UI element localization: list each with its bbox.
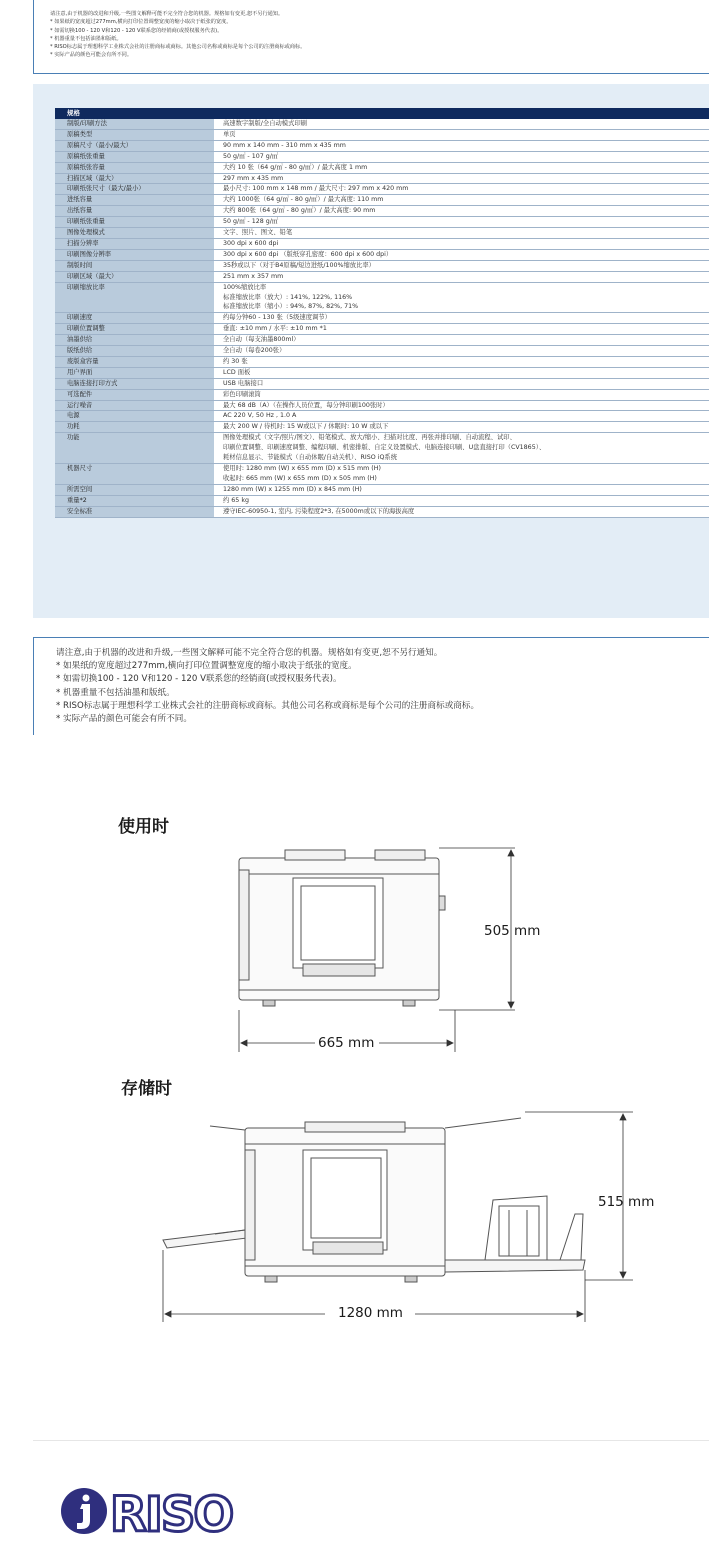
spec-label: 安全标准 bbox=[55, 507, 215, 517]
spec-value bbox=[215, 239, 709, 249]
notice-big-line: * 实际产品的颜色可能会有所不同。 bbox=[56, 714, 192, 725]
spec-row bbox=[55, 163, 709, 174]
spec-value-line: 297 mm x 435 mm bbox=[223, 174, 284, 182]
spec-value-line: 文字、照片、图文、铅笔 bbox=[223, 229, 293, 237]
spec-value bbox=[215, 163, 709, 173]
machine-in-use-drawing bbox=[225, 840, 545, 1060]
spec-label: 原稿纸张容量 bbox=[55, 163, 215, 173]
spec-row bbox=[55, 485, 709, 496]
notice-big-line: 请注意,由于机器的改进和升级,一些图文解释可能不完全符合您的机器。规格如有变更,恕不另行通知。 bbox=[56, 648, 443, 658]
spec-value-line: 标准缩放比率（放大）: 141%, 122%, 116% bbox=[223, 293, 353, 301]
spec-value-line: LCD 面板 bbox=[223, 368, 251, 376]
spec-row bbox=[55, 141, 709, 152]
spec-row bbox=[55, 411, 709, 422]
spec-row bbox=[55, 283, 709, 314]
spec-value bbox=[215, 496, 709, 506]
spec-value-line: 约每分钟60 - 130 张（5级速度调节） bbox=[223, 314, 331, 322]
spec-value bbox=[215, 272, 709, 282]
spec-value-line: 使用时: 1280 mm (W) x 655 mm (D) x 515 mm (H) bbox=[223, 465, 381, 472]
spec-value bbox=[215, 485, 709, 495]
spec-label: 功耗 bbox=[55, 422, 215, 432]
spec-row bbox=[55, 217, 709, 228]
spec-label: 出纸容量 bbox=[55, 206, 215, 216]
spec-value-line: 最大 200 W / 待机时: 15 W或以下 / 休眠时: 10 W 或以下 bbox=[223, 423, 389, 431]
spec-value bbox=[215, 250, 709, 260]
spec-label: 原稿纸张重量 bbox=[55, 152, 215, 162]
spec-value bbox=[215, 401, 709, 411]
spec-value-line: AC 220 V, 50 Hz , 1.0 A bbox=[223, 412, 297, 420]
spec-value bbox=[215, 228, 709, 238]
spec-value bbox=[215, 324, 709, 334]
spec-header: 规格 bbox=[55, 108, 709, 119]
spec-value-line: 251 mm x 357 mm bbox=[223, 272, 284, 280]
notice-small-line: 请注意,由于机器的改进和升级,一些图文解释可能不完全符合您的机器。规格如有变更,恕不另行通知。 bbox=[50, 11, 284, 17]
spec-value-line: 图像处理模式（文字/照片/图文）、铅笔模式、放大/缩小、扫描对比度、再张并排印刷、自动流程、试印、 bbox=[223, 434, 516, 442]
diagram-in-use-title: 使用时 bbox=[118, 817, 169, 837]
spec-value-line: 印刷位置调整、印刷速度调整、编程印刷、机密排版、自定义设置模式、电脑连接印刷、U盘直接打印（CV1865）、 bbox=[223, 444, 546, 452]
spec-value bbox=[215, 184, 709, 194]
notice-big-line: * 如果纸的宽度超过277mm,横向打印位置调整宽度的缩小取决于纸张的宽度。 bbox=[56, 661, 357, 672]
spec-value-line: 90 mm x 140 mm - 310 mm x 435 mm bbox=[223, 141, 346, 149]
spec-value-line: 耗材信息显示、节能模式（自动休眠/自动关机）、RISO iQ系统 bbox=[223, 454, 397, 462]
spec-label: 重量*2 bbox=[55, 496, 215, 506]
spec-label: 电源 bbox=[55, 411, 215, 421]
spec-label: 运行噪音 bbox=[55, 401, 215, 411]
spec-row bbox=[55, 184, 709, 195]
spec-value-line: 1280 mm (W) x 1255 mm (D) x 845 mm (H) bbox=[223, 485, 362, 493]
spec-label: 图像处理模式 bbox=[55, 228, 215, 238]
spec-label: 印刷纸张重量 bbox=[55, 217, 215, 227]
storage-width-label: 1280 mm bbox=[338, 1305, 403, 1321]
spec-label: 用户界面 bbox=[55, 368, 215, 378]
spec-row bbox=[55, 250, 709, 261]
spec-row bbox=[55, 272, 709, 283]
notice-big-line: * RISO标志属于理想科学工业株式会社的注册商标或商标。其他公司名称或商标是每个公司的注册商标或商标。 bbox=[56, 700, 480, 711]
machine-storage-drawing bbox=[155, 1110, 635, 1330]
notice-big-line: * 如需切换100 - 120 V和120 - 120 V联系您的经销商(或授权服务代表)。 bbox=[56, 674, 342, 685]
riso-logo bbox=[60, 1485, 245, 1537]
spec-value bbox=[215, 174, 709, 184]
spec-table bbox=[55, 108, 709, 518]
spec-value-line: 大约 800张（64 g/㎡ - 80 g/㎡）/ 最大高度: 90 mm bbox=[223, 207, 376, 215]
storage-height-label: 515 mm bbox=[598, 1194, 655, 1210]
spec-label: 电脑连接打印方式 bbox=[55, 379, 215, 389]
spec-value-line: 约 30 张 bbox=[223, 357, 248, 365]
spec-value bbox=[215, 206, 709, 216]
spec-label: 原稿尺寸（最小/最大） bbox=[55, 141, 215, 151]
spec-label: 可选配件 bbox=[55, 390, 215, 400]
spec-label: 原稿类型 bbox=[55, 130, 215, 140]
spec-row bbox=[55, 206, 709, 217]
spec-value-line: 垂直: ±10 mm / 水平: ±10 mm *1 bbox=[223, 325, 327, 333]
spec-value-line: 单页 bbox=[223, 130, 236, 138]
spec-value-line: 最小尺寸: 100 mm x 148 mm / 最大尺寸: 297 mm x 420 mm bbox=[223, 185, 409, 193]
spec-value-line: 标准缩放比率（缩小）: 94%, 87%, 82%, 71% bbox=[223, 303, 359, 311]
spec-value bbox=[215, 411, 709, 421]
spec-value-line: 50 g/㎡ - 128 g/㎡ bbox=[223, 218, 279, 226]
spec-label: 制版时间 bbox=[55, 261, 215, 271]
diagram-storage-title: 存储时 bbox=[121, 1079, 172, 1099]
spec-value bbox=[215, 357, 709, 367]
spec-value bbox=[215, 346, 709, 356]
spec-row bbox=[55, 368, 709, 379]
in-use-height-label: 505 mm bbox=[484, 923, 541, 939]
spec-row bbox=[55, 401, 709, 412]
spec-value-line: 全自动（每卷200张） bbox=[223, 347, 286, 355]
spec-value-line: 全自动（每支油墨800ml） bbox=[223, 336, 300, 344]
divider bbox=[33, 1440, 709, 1441]
spec-row bbox=[55, 390, 709, 401]
spec-value-line: 大约 1000张（64 g/㎡ - 80 g/㎡）/ 最大高度: 110 mm bbox=[223, 196, 384, 204]
spec-label: 印刷缩放比率 bbox=[55, 283, 215, 313]
spec-row bbox=[55, 335, 709, 346]
spec-value bbox=[215, 422, 709, 432]
notice-small-line: * 如果纸的宽度超过277mm,横向打印位置调整宽度的缩小取决于纸张的宽度。 bbox=[50, 19, 232, 26]
spec-value-line: 35秒或以下（对于B4原稿/短边进纸/100%缩放比率） bbox=[223, 261, 375, 269]
spec-value-line: 彩色印刷滚筒 bbox=[223, 390, 261, 398]
spec-rows bbox=[55, 119, 709, 518]
spec-value-line: USB 电脑接口 bbox=[223, 379, 264, 387]
notice-small-line: * RISO标志属于理想科学工业株式会社的注册商标或商标。其他公司名称或商标是每个公司的注册商标或商标。 bbox=[50, 44, 306, 51]
spec-row bbox=[55, 261, 709, 272]
spec-row bbox=[55, 228, 709, 239]
spec-value-line: 最大 68 dB（A）（在操作人员位置，每分钟印刷100张时） bbox=[223, 401, 389, 409]
spec-label: 所需空间 bbox=[55, 485, 215, 495]
spec-value-line: 高速数字制版/全自动模式印刷 bbox=[223, 120, 307, 127]
notice-big-line: * 机器重量不包括油墨和版纸。 bbox=[56, 687, 175, 698]
spec-label: 扫描区域（最大） bbox=[55, 174, 215, 184]
notice-small-line: * 如需切换100 - 120 V和120 - 120 V联系您的经销商(或授权服务代表)。 bbox=[50, 27, 223, 34]
spec-row bbox=[55, 324, 709, 335]
spec-row bbox=[55, 119, 709, 130]
spec-value bbox=[215, 119, 709, 129]
notice-small-line: * 实际产品的颜色可能会有所不同。 bbox=[50, 52, 133, 59]
notice-big bbox=[33, 637, 709, 735]
spec-row bbox=[55, 152, 709, 163]
spec-row bbox=[55, 174, 709, 185]
spec-value bbox=[215, 335, 709, 345]
spec-label: 进纸容量 bbox=[55, 195, 215, 205]
spec-label: 制版/印刷方法 bbox=[55, 119, 215, 129]
spec-value bbox=[215, 507, 709, 517]
spec-value bbox=[215, 368, 709, 378]
spec-label: 印刷图像分辨率 bbox=[55, 250, 215, 260]
spec-row bbox=[55, 507, 709, 518]
spec-row bbox=[55, 239, 709, 250]
spec-label: 功能 bbox=[55, 433, 215, 463]
spec-value bbox=[215, 152, 709, 162]
spec-value bbox=[215, 313, 709, 323]
notice-small-line: * 机器重量不包括油墨和版纸。 bbox=[50, 35, 122, 42]
svg-text:RISO: RISO bbox=[110, 1487, 233, 1537]
spec-value bbox=[215, 390, 709, 400]
spec-row bbox=[55, 496, 709, 507]
spec-value-line: 50 g/㎡ - 107 g/㎡ bbox=[223, 152, 279, 160]
spec-row bbox=[55, 346, 709, 357]
spec-row bbox=[55, 422, 709, 433]
spec-value bbox=[215, 283, 709, 313]
spec-label: 印刷速度 bbox=[55, 313, 215, 323]
spec-row bbox=[55, 464, 709, 485]
spec-value bbox=[215, 379, 709, 389]
spec-label: 扫描分辨率 bbox=[55, 239, 215, 249]
spec-label: 油墨供给 bbox=[55, 335, 215, 345]
spec-value-line: 100%缩放比率 bbox=[223, 283, 267, 291]
spec-value-line: 收起时: 665 mm (W) x 655 mm (D) x 505 mm (H) bbox=[223, 474, 377, 482]
spec-value-line: 300 dpi x 600 dpi （版纸穿孔密度：600 dpi x 600 dpi） bbox=[223, 250, 393, 258]
spec-label: 废版盒容量 bbox=[55, 357, 215, 367]
spec-value-line: 遵守IEC-60950-1, 室内, 污染程度2*3, 在5000m或以下的海拔高度 bbox=[223, 507, 415, 515]
spec-row bbox=[55, 433, 709, 464]
spec-label: 印刷纸张尺寸（最大/最小） bbox=[55, 184, 215, 194]
notice-small bbox=[33, 0, 709, 74]
spec-value bbox=[215, 195, 709, 205]
spec-panel bbox=[33, 84, 709, 618]
spec-row bbox=[55, 357, 709, 368]
spec-value-line: 300 dpi x 600 dpi bbox=[223, 239, 279, 247]
spec-value bbox=[215, 217, 709, 227]
spec-row bbox=[55, 195, 709, 206]
spec-value bbox=[215, 261, 709, 271]
spec-row bbox=[55, 379, 709, 390]
spec-label: 机器尺寸 bbox=[55, 464, 215, 484]
spec-value bbox=[215, 433, 709, 463]
spec-row bbox=[55, 313, 709, 324]
spec-label: 印刷位置调整 bbox=[55, 324, 215, 334]
spec-value-line: 大约 10 张（64 g/㎡ - 80 g/㎡）/ 最大高度 1 mm bbox=[223, 163, 368, 171]
spec-value bbox=[215, 141, 709, 151]
spec-label: 印刷区域（最大） bbox=[55, 272, 215, 282]
spec-value bbox=[215, 464, 709, 484]
in-use-width-label: 665 mm bbox=[318, 1035, 375, 1051]
spec-value bbox=[215, 130, 709, 140]
spec-label: 版纸供给 bbox=[55, 346, 215, 356]
spec-row bbox=[55, 130, 709, 141]
spec-value-line: 约 65 kg bbox=[223, 496, 249, 504]
